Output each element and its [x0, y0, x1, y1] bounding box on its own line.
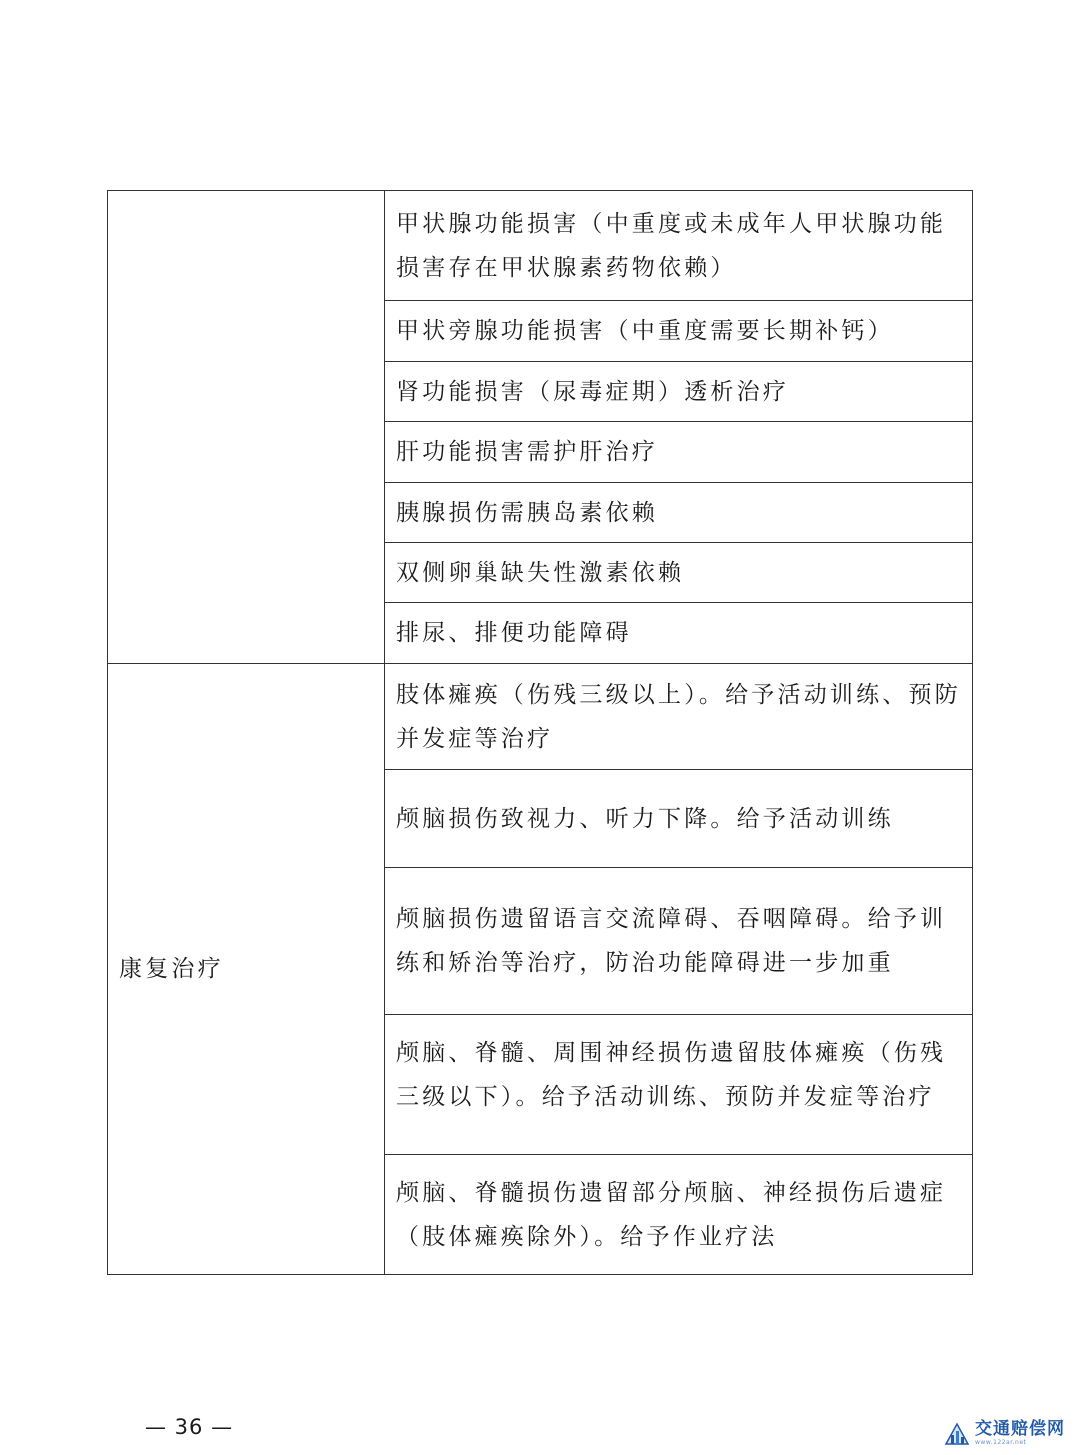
- category-label: 康复治疗: [119, 956, 224, 982]
- item-text: 颅脑损伤致视力、听力下降。给予活动训练: [396, 805, 894, 832]
- item-cell: [385, 191, 973, 301]
- item-cell: [385, 603, 973, 664]
- building-chart-icon: [944, 1420, 970, 1446]
- item-text: 甲状旁腺功能损害（中重度需要长期补钙）: [396, 318, 894, 344]
- item-text: 甲状腺功能损害（中重度或未成年人甲状腺功能损害存在甲状腺素药物依赖）: [396, 210, 947, 281]
- item-text: 排尿、排便功能障碍: [396, 620, 632, 646]
- category-cell: [108, 664, 385, 1275]
- item-cell: [385, 868, 973, 1015]
- category-cell-blank: [108, 191, 385, 664]
- watermark-title: 交通赔偿网: [975, 1418, 1065, 1439]
- item-text: 颅脑、脊髓损伤遗留部分颅脑、神经损伤后遗症（肢体瘫痪除外）。给予作业疗法: [396, 1179, 947, 1250]
- item-text: 双侧卵巢缺失性激素依赖: [396, 559, 685, 586]
- table-row: [108, 664, 973, 770]
- item-text: 肝功能损害需护肝治疗: [396, 439, 658, 465]
- item-text: 肾功能损害（尿毒症期）透析治疗: [396, 378, 789, 405]
- item-cell: [385, 664, 973, 770]
- item-cell: [385, 483, 973, 543]
- item-cell: [385, 301, 973, 362]
- item-cell: [385, 543, 973, 603]
- item-cell: [385, 362, 973, 422]
- item-text: 胰腺损伤需胰岛素依赖: [396, 499, 658, 526]
- item-cell: [385, 1015, 973, 1155]
- item-cell: [385, 1155, 973, 1275]
- item-cell: [385, 770, 973, 868]
- item-text: 颅脑、脊髓、周围神经损伤遗留肢体瘫痪（伤残三级以下）。给予活动训练、预防并发症等治疗: [396, 1040, 947, 1110]
- item-cell: [385, 422, 973, 483]
- content-table: [107, 190, 973, 1275]
- table-row: [108, 191, 973, 301]
- item-text: 肢体瘫痪（伤残三级以上）。给予活动训练、预防并发症等治疗: [396, 681, 961, 752]
- watermark: [944, 1417, 1074, 1449]
- page-number: — 36 —: [145, 1415, 234, 1439]
- item-text: 颅脑损伤遗留语言交流障碍、吞咽障碍。给予训练和矫治等治疗，防治功能障碍进一步加重: [396, 906, 947, 976]
- watermark-text: [975, 1418, 1065, 1446]
- watermark-url: www.122ar.net: [975, 1438, 1027, 1446]
